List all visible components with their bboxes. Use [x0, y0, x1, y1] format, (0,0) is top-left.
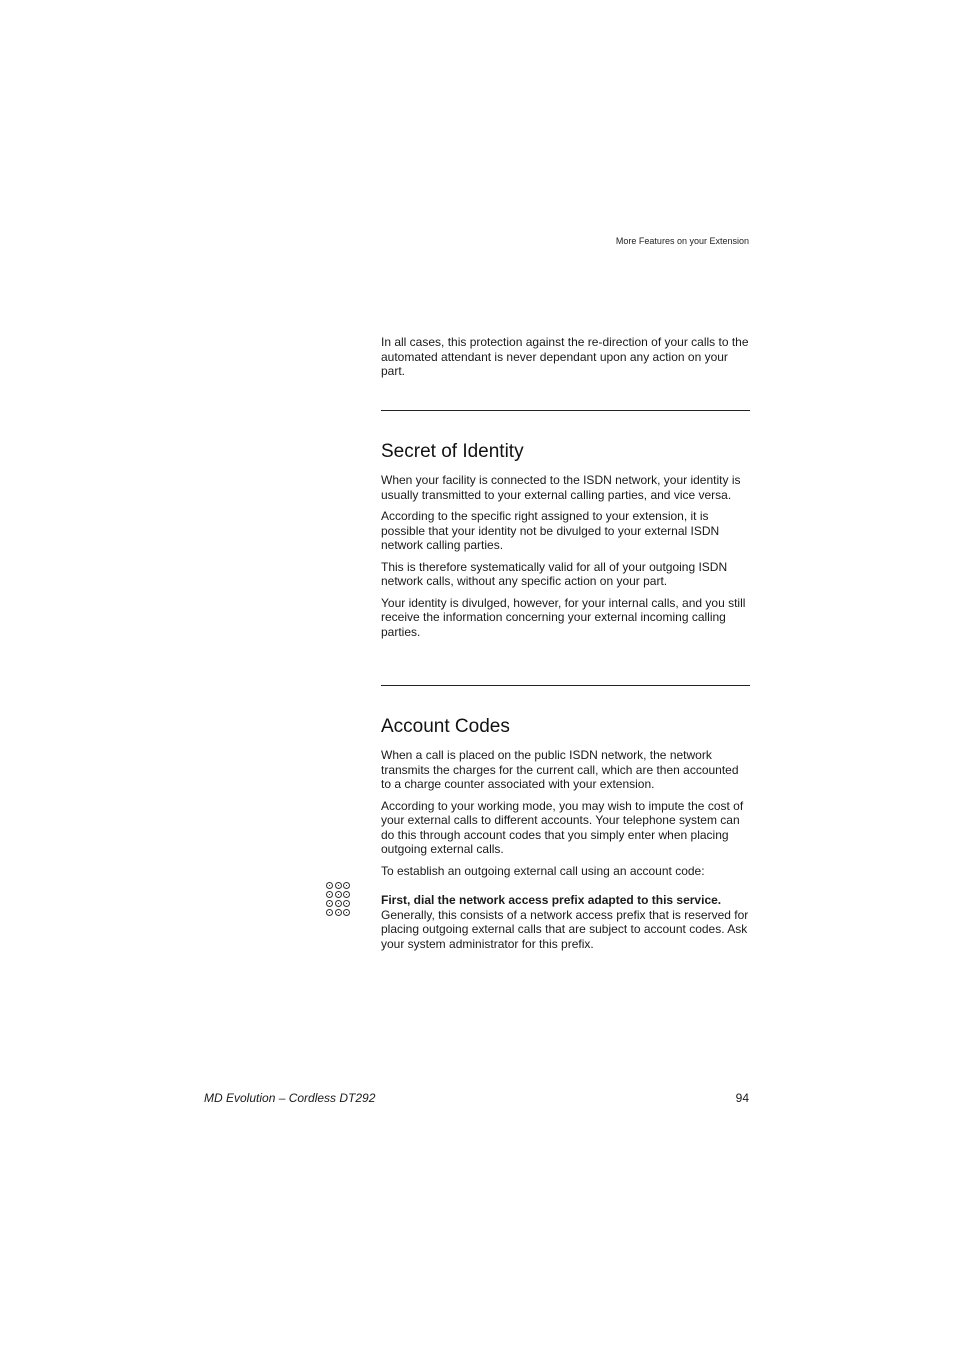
- page-number: 94: [735, 1091, 749, 1105]
- paragraph: According to the specific right assigned to your extension, it is possible that your identity not be divulged to your external ISDN network calling parties.: [381, 509, 720, 552]
- paragraph: To establish an outgoing external call using an account code:: [381, 863, 705, 878]
- step-paragraph: [381, 893, 750, 951]
- section-divider: [381, 410, 750, 411]
- step-description: Generally, this consists of a network access prefix that is reserved for placing outgoing external calls that are subject to account codes. Ask your system administrator for this prefix.: [381, 907, 749, 951]
- secret-of-identity-heading: Secret of Identity: [381, 441, 524, 462]
- step-instruction: First, dial the network access prefix adapted to this service.: [381, 893, 722, 907]
- footer-document-title: MD Evolution – Cordless DT292: [204, 1091, 376, 1105]
- paragraph: According to your working mode, you may wish to impute the cost of your external calls to different accounts. Your telephone system can do this through account codes that you simply enter when placing outgoing external calls.: [381, 798, 744, 856]
- intro-paragraph: In all cases, this protection against the re-direction of your calls to the automated attendant is never dependant upon any action on your part.: [381, 335, 749, 378]
- section-divider: [381, 685, 750, 686]
- intro-section: [381, 335, 750, 379]
- keypad-icon: [326, 882, 350, 916]
- account-codes-heading: Account Codes: [381, 716, 510, 737]
- paragraph: When a call is placed on the public ISDN network, the network transmits the charges for the current call, which are then accounted to a charge counter associated with your extension.: [381, 748, 739, 791]
- account-code-step: [381, 893, 750, 951]
- running-header: More Features on your Extension: [615, 236, 749, 246]
- paragraph: This is therefore systematically valid for all of your outgoing ISDN network calls, without any specific action on your part.: [381, 559, 728, 588]
- paragraph: Your identity is divulged, however, for your internal calls, and you still receive the information concerning your external incoming calling parties.: [381, 595, 746, 639]
- secret-of-identity-body: [381, 473, 750, 639]
- paragraph: When your facility is connected to the ISDN network, your identity is usually transmitted to your external calling parties, and vice versa.: [381, 473, 741, 502]
- account-codes-body: [381, 748, 750, 878]
